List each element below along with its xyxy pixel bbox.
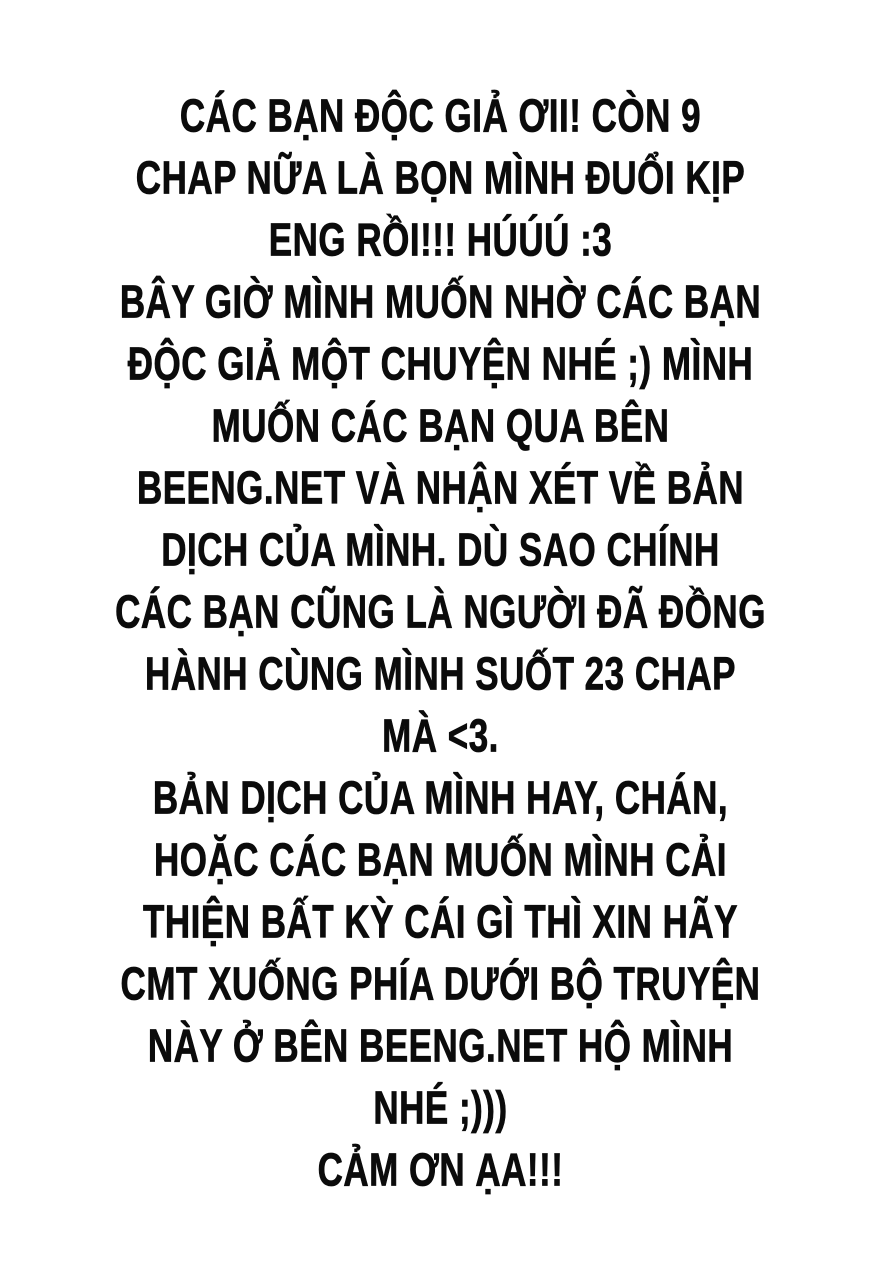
- note-line: THIỆN BẤT KỲ CÁI GÌ THÌ XIN HÃY: [143, 896, 738, 949]
- note-line: BẢN DỊCH CỦA MÌNH HAY, CHÁN,: [152, 772, 729, 825]
- note-line: CMT XUỐNG PHÍA DƯỚI BỘ TRUYỆN: [120, 958, 761, 1011]
- note-line: CÁC BẠN CŨNG LÀ NGƯỜI ĐÃ ĐỒNG: [115, 586, 766, 639]
- note-line: ENG RỒI!!! HÚÚÚ :3: [268, 214, 613, 267]
- note-line: NÀY Ở BÊN BEENG.NET HỘ MÌNH: [147, 1020, 734, 1073]
- note-line: CHAP NỮA LÀ BỌN MÌNH ĐUỔI KỊP: [135, 152, 746, 205]
- note-line: HOẶC CÁC BẠN MUỐN MÌNH CẢI: [154, 834, 727, 887]
- note-line: NHÉ ;))): [373, 1082, 508, 1135]
- note-line: CÁC BẠN ĐỘC GIẢ ƠII! CÒN 9: [179, 90, 702, 143]
- note-line: ĐỘC GIẢ MỘT CHUYỆN NHÉ ;) MÌNH: [127, 338, 754, 391]
- note-line: CẢM ƠN ẠA!!!: [317, 1144, 564, 1197]
- note-line: DỊCH CỦA MÌNH. DÙ SAO CHÍNH: [161, 524, 720, 577]
- note-line: MÀ <3.: [382, 710, 499, 763]
- note-line: BEENG.NET VÀ NHẬN XÉT VỀ BẢN: [136, 462, 745, 515]
- note-line: MUỐN CÁC BẠN QUA BÊN: [211, 400, 670, 453]
- note-line: HÀNH CÙNG MÌNH SUỐT 23 CHAP: [144, 648, 737, 701]
- note-line: BÂY GIỜ MÌNH MUỐN NHỜ CÁC BẠN: [119, 276, 762, 329]
